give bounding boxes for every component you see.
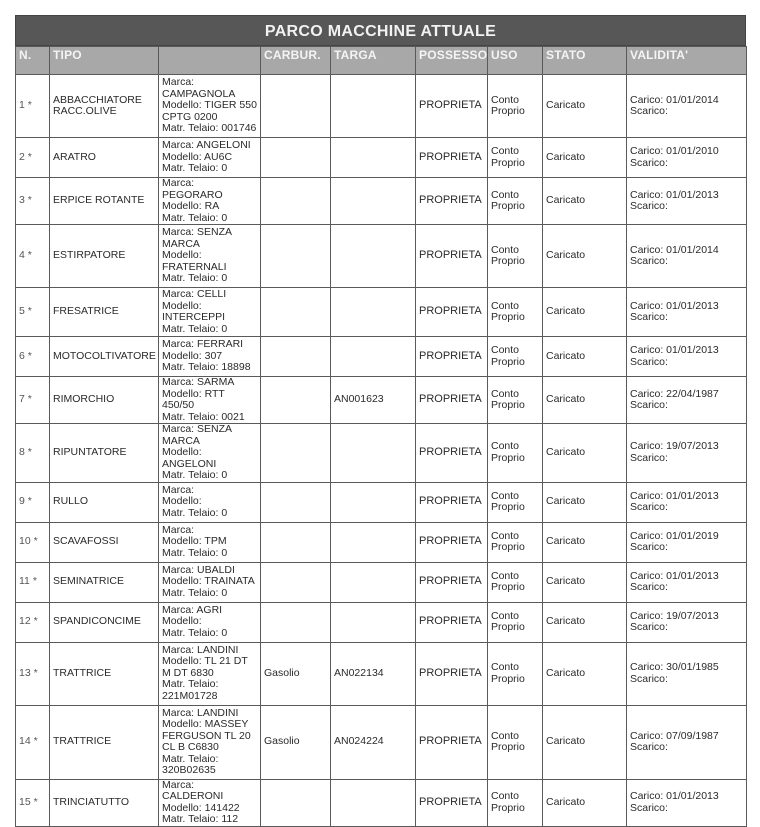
description-marca: Marca: CAMPAGNOLA bbox=[162, 76, 236, 100]
status: Caricato bbox=[543, 178, 627, 225]
description-matr: Matr. Telaio: 0 bbox=[162, 506, 228, 519]
validity-carico: Carico: 01/01/2019 bbox=[630, 529, 719, 542]
fuel-type bbox=[261, 377, 331, 424]
validity-scarico: Scarico: bbox=[630, 355, 668, 368]
ownership: PROPRIETA bbox=[416, 75, 488, 138]
fuel-type bbox=[261, 482, 331, 522]
usage: Conto Proprio bbox=[488, 225, 543, 288]
validity-carico: Carico: 07/09/1987 bbox=[630, 729, 719, 742]
license-plate bbox=[331, 602, 416, 642]
description-marca: Marca: ANGELONI bbox=[162, 139, 251, 152]
row-number: 8 * bbox=[16, 424, 50, 483]
description-modello: Modello: bbox=[162, 495, 202, 508]
machine-description bbox=[159, 482, 261, 522]
validity-carico: Carico: 01/01/2014 bbox=[630, 93, 719, 106]
description-matr: Matr. Telaio: 0 bbox=[162, 162, 228, 175]
license-plate bbox=[331, 288, 416, 337]
machine-type: TRATTRICE bbox=[50, 642, 159, 705]
description-marca: Marca: SARMA bbox=[162, 376, 235, 388]
validity-carico: Carico: 30/01/1985 bbox=[630, 661, 719, 673]
status: Caricato bbox=[543, 288, 627, 337]
header-validita: VALIDITA' bbox=[627, 47, 747, 75]
validity-carico: Carico: 01/01/2014 bbox=[630, 243, 719, 256]
validity-scarico: Scarico: bbox=[630, 451, 668, 464]
machine-type: ARATRO bbox=[50, 138, 159, 178]
license-plate bbox=[331, 178, 416, 225]
document-title: PARCO MACCHINE ATTUALE bbox=[15, 15, 746, 46]
validity bbox=[627, 602, 747, 642]
machine-type: RIPUNTATORE bbox=[50, 424, 159, 483]
validity-carico: Carico: 01/01/2013 bbox=[630, 569, 719, 582]
fuel-type: Gasolio bbox=[261, 705, 331, 779]
description-matr: Matr. Telaio: 0 bbox=[162, 469, 228, 481]
usage: Conto Proprio bbox=[488, 705, 543, 779]
machinery-table bbox=[15, 46, 747, 827]
validity bbox=[627, 779, 747, 826]
validity bbox=[627, 288, 747, 337]
description-marca: Marca: bbox=[162, 523, 195, 536]
fuel-type bbox=[261, 779, 331, 826]
status: Caricato bbox=[543, 705, 627, 779]
fuel-type: Gasolio bbox=[261, 642, 331, 705]
description-marca: Marca: SENZA MARCA bbox=[162, 226, 232, 250]
machinery-document bbox=[15, 15, 746, 827]
status: Caricato bbox=[543, 642, 627, 705]
description-marca: Marca: AGRI bbox=[162, 603, 223, 616]
description-modello: Modello: RA bbox=[162, 200, 220, 212]
table-row bbox=[16, 337, 747, 377]
header-uso: USO bbox=[488, 47, 543, 75]
validity-scarico: Scarico: bbox=[630, 621, 668, 633]
header-targa: TARGA bbox=[331, 47, 416, 75]
description-modello: Modello: 141422 bbox=[162, 801, 240, 814]
row-number: 13 * bbox=[16, 642, 50, 705]
license-plate: AN022134 bbox=[331, 642, 416, 705]
fuel-type bbox=[261, 602, 331, 642]
license-plate bbox=[331, 562, 416, 602]
header-carburante: CARBUR. bbox=[261, 47, 331, 75]
validity bbox=[627, 482, 747, 522]
status: Caricato bbox=[543, 522, 627, 562]
description-matr: Matr. Telaio: 0 bbox=[162, 322, 228, 335]
fuel-type bbox=[261, 562, 331, 602]
machine-type: FRESATRICE bbox=[50, 288, 159, 337]
machine-description bbox=[159, 225, 261, 288]
description-modello: Modello: TIGER 550 CPTG 0200 bbox=[162, 99, 257, 123]
license-plate bbox=[331, 138, 416, 178]
table-row bbox=[16, 705, 747, 779]
machine-type: MOTOCOLTIVATORE bbox=[50, 337, 159, 377]
row-number: 6 * bbox=[16, 337, 50, 377]
machine-type: ABBACCHIATORE RACC.OLIVE bbox=[50, 75, 159, 138]
fuel-type bbox=[261, 138, 331, 178]
table-row bbox=[16, 482, 747, 522]
machine-type: SCAVAFOSSI bbox=[50, 522, 159, 562]
header-possesso: POSSESSO bbox=[416, 47, 488, 75]
machine-description bbox=[159, 337, 261, 377]
description-matr: Matr. Telaio: 0 bbox=[162, 586, 228, 599]
table-row bbox=[16, 522, 747, 562]
ownership: PROPRIETA bbox=[416, 178, 488, 225]
description-modello: Modello: ANGELONI bbox=[162, 446, 217, 470]
ownership: PROPRIETA bbox=[416, 562, 488, 602]
status: Caricato bbox=[543, 138, 627, 178]
table-row bbox=[16, 602, 747, 642]
license-plate bbox=[331, 482, 416, 522]
license-plate: AN001623 bbox=[331, 377, 416, 424]
machine-type: ESTIRPATORE bbox=[50, 225, 159, 288]
validity-scarico: Scarico: bbox=[630, 581, 668, 593]
status: Caricato bbox=[543, 377, 627, 424]
description-modello: Modello: TRAINATA bbox=[162, 575, 255, 588]
fuel-type bbox=[261, 225, 331, 288]
machine-type: TRATTRICE bbox=[50, 705, 159, 779]
usage: Conto Proprio bbox=[488, 642, 543, 705]
validity bbox=[627, 522, 747, 562]
ownership: PROPRIETA bbox=[416, 482, 488, 522]
machine-description bbox=[159, 138, 261, 178]
description-marca: Marca: CALDERONI bbox=[162, 778, 224, 802]
validity-carico: Carico: 01/01/2010 bbox=[630, 145, 719, 157]
description-matr: Matr. Telaio: 0021 bbox=[162, 410, 245, 423]
header-description bbox=[159, 47, 261, 75]
description-modello: Modello: RTT 450/50 bbox=[162, 387, 225, 411]
fuel-type bbox=[261, 288, 331, 337]
description-marca: Marca: LANDINI bbox=[162, 706, 239, 719]
usage: Conto Proprio bbox=[488, 562, 543, 602]
usage: Conto Proprio bbox=[488, 779, 543, 826]
header-row bbox=[16, 47, 747, 75]
machine-description bbox=[159, 377, 261, 424]
machine-description bbox=[159, 705, 261, 779]
row-number: 5 * bbox=[16, 288, 50, 337]
row-number: 15 * bbox=[16, 779, 50, 826]
machine-description bbox=[159, 779, 261, 826]
validity-scarico: Scarico: bbox=[630, 200, 668, 212]
license-plate: AN024224 bbox=[331, 705, 416, 779]
description-modello: Modello: INTERCEPPI bbox=[162, 299, 226, 323]
ownership: PROPRIETA bbox=[416, 424, 488, 483]
table-row bbox=[16, 377, 747, 424]
ownership: PROPRIETA bbox=[416, 337, 488, 377]
validity bbox=[627, 337, 747, 377]
description-modello: Modello: MASSEY FERGUSON TL 20 CL B C6830 bbox=[162, 718, 251, 753]
description-matr: Matr. Telaio: 18898 bbox=[162, 361, 251, 374]
description-matr: Matr. Telaio: 0 bbox=[162, 546, 228, 559]
status: Caricato bbox=[543, 482, 627, 522]
description-marca: Marca: SENZA MARCA bbox=[162, 423, 232, 447]
description-modello: Modello: FRATERNALI bbox=[162, 249, 227, 273]
validity-scarico: Scarico: bbox=[630, 672, 668, 685]
license-plate bbox=[331, 424, 416, 483]
description-marca: Marca: PEGORARO bbox=[162, 177, 223, 201]
machine-description bbox=[159, 562, 261, 602]
description-marca: Marca: LANDINI bbox=[162, 643, 239, 656]
description-marca: Marca: CELLI bbox=[162, 288, 227, 300]
table-row bbox=[16, 562, 747, 602]
machine-type: SEMINATRICE bbox=[50, 562, 159, 602]
license-plate bbox=[331, 75, 416, 138]
description-matr: Matr. Telaio: 001746 bbox=[162, 122, 257, 135]
status: Caricato bbox=[543, 337, 627, 377]
license-plate bbox=[331, 779, 416, 826]
description-modello: Modello: TPM bbox=[162, 535, 227, 548]
validity bbox=[627, 75, 747, 138]
status: Caricato bbox=[543, 562, 627, 602]
ownership: PROPRIETA bbox=[416, 288, 488, 337]
license-plate bbox=[331, 522, 416, 562]
description-matr: Matr. Telaio: 0 bbox=[162, 211, 228, 224]
table-body bbox=[16, 75, 747, 827]
license-plate bbox=[331, 225, 416, 288]
row-number: 4 * bbox=[16, 225, 50, 288]
description-matr: Matr. Telaio: 320B02635 bbox=[162, 752, 219, 776]
validity-scarico: Scarico: bbox=[630, 741, 668, 753]
description-modello: Modello: 307 bbox=[162, 349, 223, 362]
usage: Conto Proprio bbox=[488, 138, 543, 178]
ownership: PROPRIETA bbox=[416, 377, 488, 424]
row-number: 3 * bbox=[16, 178, 50, 225]
validity bbox=[627, 562, 747, 602]
fuel-type bbox=[261, 424, 331, 483]
license-plate bbox=[331, 337, 416, 377]
usage: Conto Proprio bbox=[488, 377, 543, 424]
validity bbox=[627, 178, 747, 225]
table-row bbox=[16, 138, 747, 178]
table-row bbox=[16, 288, 747, 337]
usage: Conto Proprio bbox=[488, 178, 543, 225]
machine-description bbox=[159, 288, 261, 337]
status: Caricato bbox=[543, 602, 627, 642]
fuel-type bbox=[261, 75, 331, 138]
ownership: PROPRIETA bbox=[416, 138, 488, 178]
usage: Conto Proprio bbox=[488, 522, 543, 562]
validity-scarico: Scarico: bbox=[630, 501, 668, 513]
header-tipo: TIPO bbox=[50, 47, 159, 75]
validity bbox=[627, 424, 747, 483]
ownership: PROPRIETA bbox=[416, 779, 488, 826]
table-row bbox=[16, 178, 747, 225]
machine-description bbox=[159, 75, 261, 138]
row-number: 9 * bbox=[16, 482, 50, 522]
machine-description bbox=[159, 424, 261, 483]
row-number: 12 * bbox=[16, 602, 50, 642]
header-stato: STATO bbox=[543, 47, 627, 75]
table-row bbox=[16, 779, 747, 826]
row-number: 10 * bbox=[16, 522, 50, 562]
header-n: N. bbox=[16, 47, 50, 75]
usage: Conto Proprio bbox=[488, 602, 543, 642]
validity bbox=[627, 642, 747, 705]
status: Caricato bbox=[543, 779, 627, 826]
validity-scarico: Scarico: bbox=[630, 255, 668, 267]
machine-type: SPANDICONCIME bbox=[50, 602, 159, 642]
description-matr: Matr. Telaio: 0 bbox=[162, 626, 228, 639]
table-row bbox=[16, 75, 747, 138]
row-number: 11 * bbox=[16, 562, 50, 602]
validity-carico: Carico: 01/01/2013 bbox=[630, 188, 719, 201]
validity bbox=[627, 225, 747, 288]
validity-carico: Carico: 19/07/2013 bbox=[630, 440, 719, 453]
machine-description bbox=[159, 642, 261, 705]
machine-type: TRINCIATUTTO bbox=[50, 779, 159, 826]
description-marca: Marca: bbox=[162, 483, 195, 496]
description-matr: Matr. Telaio: 221M01728 bbox=[162, 678, 219, 702]
machine-description bbox=[159, 178, 261, 225]
description-matr: Matr. Telaio: 112 bbox=[162, 813, 239, 825]
table-row bbox=[16, 225, 747, 288]
validity-scarico: Scarico: bbox=[630, 156, 668, 169]
ownership: PROPRIETA bbox=[416, 602, 488, 642]
status: Caricato bbox=[543, 424, 627, 483]
fuel-type bbox=[261, 337, 331, 377]
status: Caricato bbox=[543, 75, 627, 138]
validity-scarico: Scarico: bbox=[630, 801, 668, 814]
validity bbox=[627, 705, 747, 779]
validity-scarico: Scarico: bbox=[630, 311, 668, 323]
fuel-type bbox=[261, 178, 331, 225]
validity-carico: Carico: 19/07/2013 bbox=[630, 609, 719, 622]
status: Caricato bbox=[543, 225, 627, 288]
validity-scarico: Scarico: bbox=[630, 105, 668, 117]
usage: Conto Proprio bbox=[488, 288, 543, 337]
usage: Conto Proprio bbox=[488, 482, 543, 522]
validity-scarico: Scarico: bbox=[630, 399, 668, 411]
usage: Conto Proprio bbox=[488, 75, 543, 138]
machine-type: ERPICE ROTANTE bbox=[50, 178, 159, 225]
validity-carico: Carico: 01/01/2013 bbox=[630, 790, 719, 802]
usage: Conto Proprio bbox=[488, 337, 543, 377]
ownership: PROPRIETA bbox=[416, 225, 488, 288]
description-marca: Marca: UBALDI bbox=[162, 563, 235, 576]
table-row bbox=[16, 424, 747, 483]
row-number: 14 * bbox=[16, 705, 50, 779]
fuel-type bbox=[261, 522, 331, 562]
validity-carico: Carico: 22/04/1987 bbox=[630, 387, 719, 400]
ownership: PROPRIETA bbox=[416, 522, 488, 562]
description-matr: Matr. Telaio: 0 bbox=[162, 272, 228, 285]
machine-description bbox=[159, 602, 261, 642]
description-modello: Modello: bbox=[162, 615, 202, 628]
description-modello: Modello: TL 21 DT M DT 6830 bbox=[162, 655, 248, 679]
description-modello: Modello: AU6C bbox=[162, 150, 233, 163]
machine-type: RULLO bbox=[50, 482, 159, 522]
validity-carico: Carico: 01/01/2013 bbox=[630, 489, 719, 502]
validity-carico: Carico: 01/01/2013 bbox=[630, 344, 719, 356]
description-marca: Marca: FERRARI bbox=[162, 338, 244, 351]
validity bbox=[627, 377, 747, 424]
row-number: 1 * bbox=[16, 75, 50, 138]
usage: Conto Proprio bbox=[488, 424, 543, 483]
machine-type: RIMORCHIO bbox=[50, 377, 159, 424]
validity bbox=[627, 138, 747, 178]
row-number: 2 * bbox=[16, 138, 50, 178]
row-number: 7 * bbox=[16, 377, 50, 424]
ownership: PROPRIETA bbox=[416, 705, 488, 779]
table-row bbox=[16, 642, 747, 705]
ownership: PROPRIETA bbox=[416, 642, 488, 705]
validity-carico: Carico: 01/01/2013 bbox=[630, 299, 719, 312]
machine-description bbox=[159, 522, 261, 562]
validity-scarico: Scarico: bbox=[630, 541, 668, 553]
